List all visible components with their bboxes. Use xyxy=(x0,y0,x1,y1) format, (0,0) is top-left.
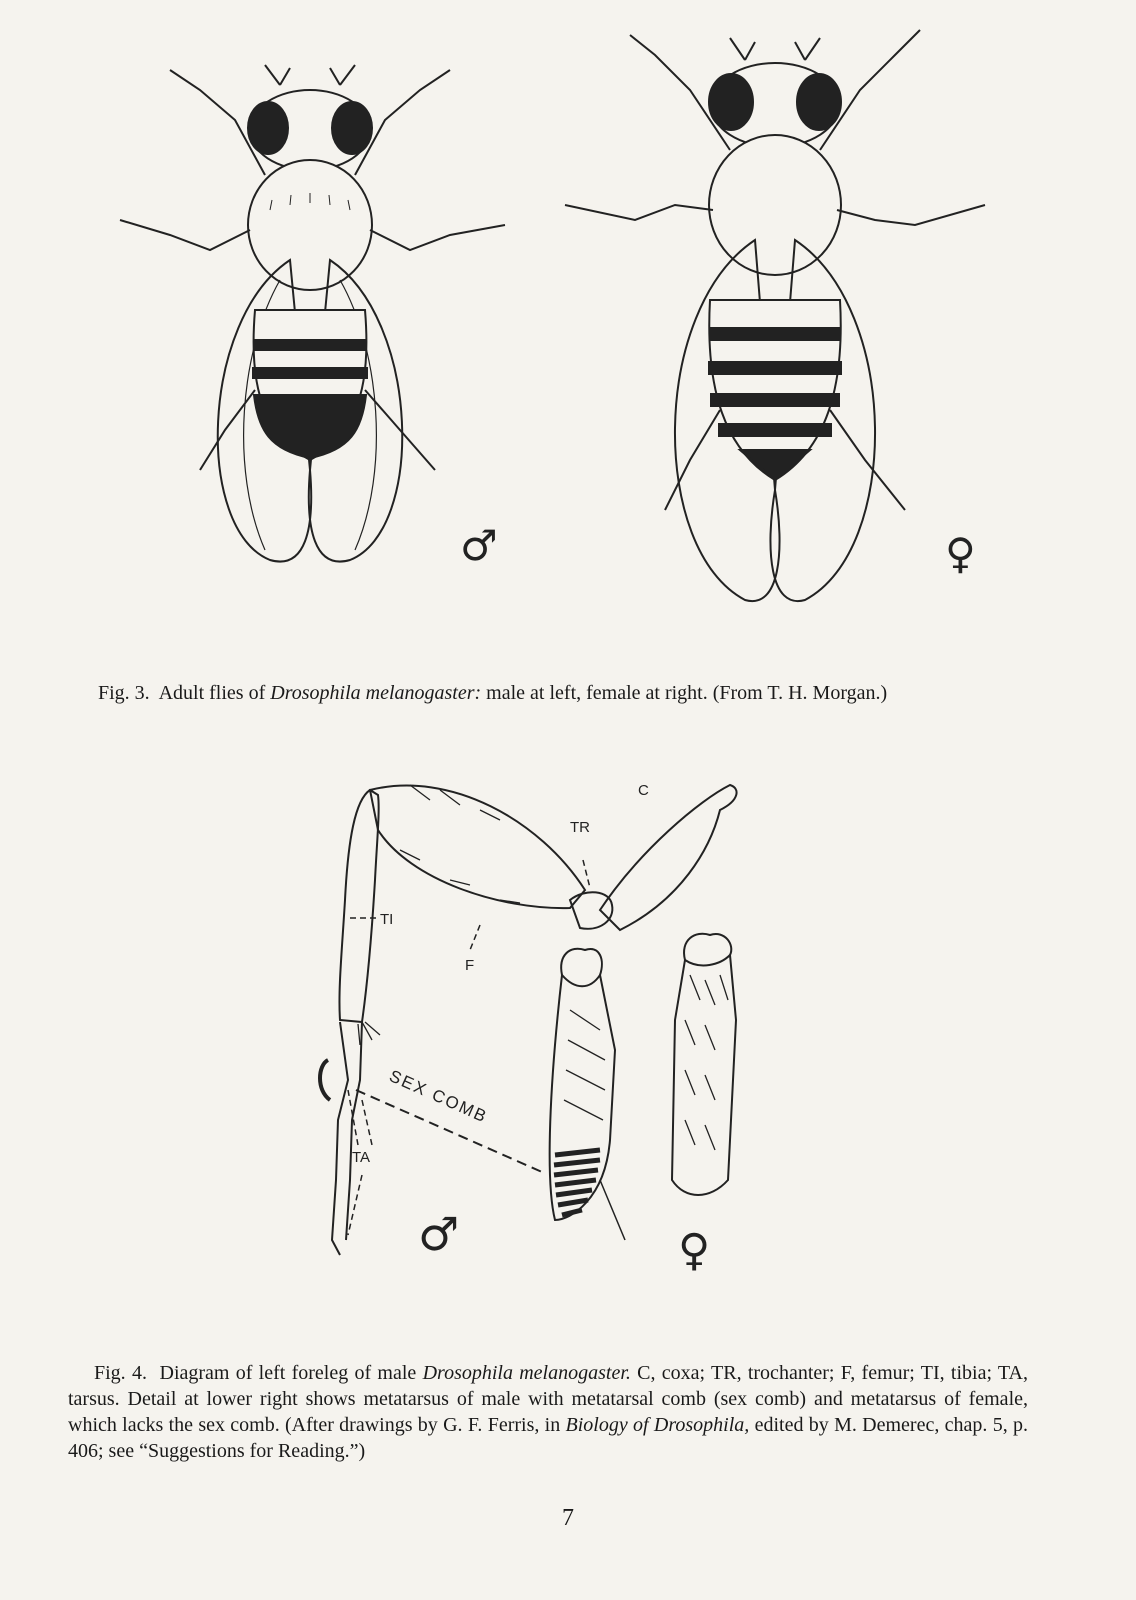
label-sex-comb: SEX COMB xyxy=(386,1066,491,1127)
figure-4-caption-text: Diagram of left foreleg of male xyxy=(159,1362,423,1384)
page-number: 7 xyxy=(562,1505,574,1531)
label-tarsus: TA xyxy=(352,1149,371,1166)
label-coxa: C xyxy=(638,782,649,799)
figure-4-label: Fig. 4. xyxy=(94,1362,147,1384)
figure-3-caption-end: male at left, female at right. (From T. H. Morgan.) xyxy=(481,682,888,704)
trochanter-drawing xyxy=(570,892,612,929)
tibia-drawing xyxy=(339,790,378,1022)
figure-4-book-title: Biology of Drosophila, xyxy=(565,1414,750,1436)
label-trochanter: TR xyxy=(570,819,590,836)
figure-3-species: Drosophila melanogaster: xyxy=(270,682,482,704)
female-metatarsus-detail xyxy=(672,955,736,1195)
label-femur: F xyxy=(465,957,475,974)
tarsus-drawing xyxy=(332,1022,362,1255)
figure-3-caption-text: Adult flies of xyxy=(158,682,271,704)
male-symbol-fig4: ♂ xyxy=(418,1207,460,1261)
coxa-drawing xyxy=(600,785,737,930)
femur-drawing xyxy=(370,786,585,909)
figure-3-illustration xyxy=(100,10,1040,630)
figure-3-caption xyxy=(72,680,1028,706)
figure-4-caption-end: edited by M. Demerec, chap. 5, p. 406; see “Suggestions for Reading.”) xyxy=(68,1414,1029,1462)
male-fly-drawing xyxy=(120,65,505,562)
figure-4-caption xyxy=(68,1360,1028,1464)
female-symbol-fig4: ♀ xyxy=(678,1225,711,1276)
figure-4-species: Drosophila melanogaster. xyxy=(422,1362,631,1384)
male-symbol-fig3: ♂ xyxy=(460,521,498,570)
female-symbol-fig3: ♀ xyxy=(945,529,976,578)
figure-4-caption-middle: C, coxa; TR, trochanter; F, femur; TI, tibia; TA, tarsus. Detail at lower right shows metatarsus of male with metatarsal comb (sex comb) and metatarsus of female, which lacks the sex comb. (After drawings by G. F. Ferris, in xyxy=(68,1362,1028,1436)
figure-3-label: Fig. 3. xyxy=(98,682,150,704)
label-tibia: TI xyxy=(380,911,394,928)
female-fly-drawing xyxy=(565,30,985,601)
figure-4-foreleg-diagram xyxy=(300,760,820,1300)
